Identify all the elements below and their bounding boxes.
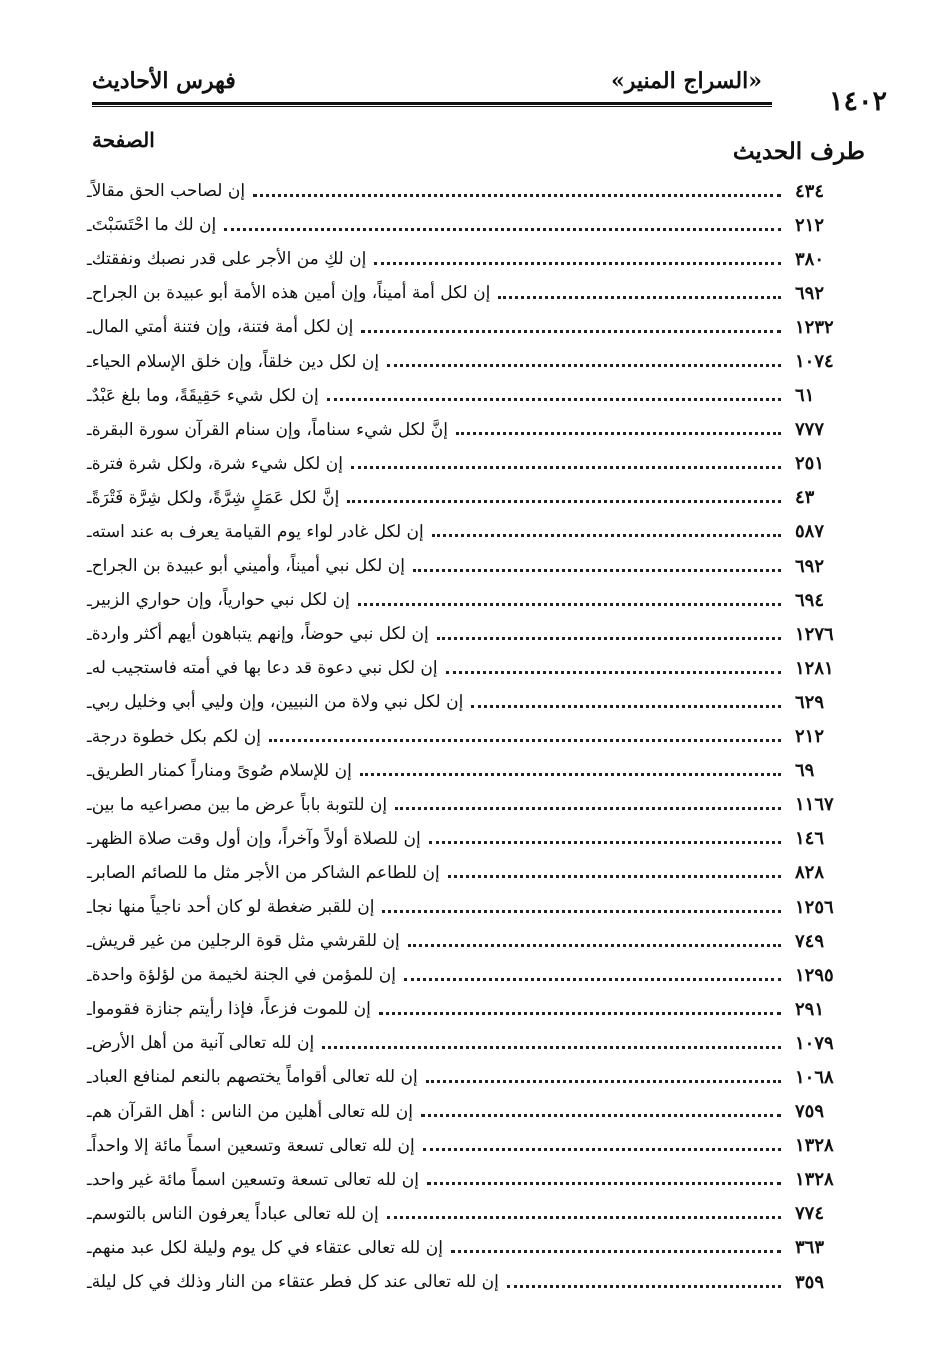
hadith-incipit: إنَّ لكل عَمَلٍ شِرَّةً، ولكل شِرَّة فَتْرَةً [91,487,340,508]
entry-dash: ـ [87,829,92,849]
dot-leader [374,262,781,265]
hadith-incipit: إن لله تعالى عباداً يعرفون الناس بالتوسم [91,1203,379,1224]
index-entry [84,685,865,719]
column-heading-page: الصفحة [92,128,155,152]
index-entry [84,413,865,447]
entry-dash: ـ [87,556,92,576]
page-reference: ٣٨٠ [795,248,825,270]
index-entry [84,924,865,958]
column-heading-hadith: طرف الحديث [732,138,865,165]
index-title: فهرس الأحاديث [92,68,236,94]
dot-leader [427,1182,781,1185]
dot-leader [423,1148,781,1151]
dot-leader [322,1046,781,1049]
entry-dash: ـ [87,386,92,406]
page-reference: ٧٧٧ [795,419,825,441]
page-reference: ١٣٢٨ [795,1135,834,1157]
page-reference: ٨٢٨ [795,862,825,884]
entry-dash: ـ [87,1136,92,1156]
dot-leader [408,944,781,947]
dot-leader [432,534,781,537]
dot-leader [448,875,781,878]
page-reference: ٤٣ [795,487,815,509]
dot-leader [387,1216,781,1219]
index-entry [84,1060,865,1094]
dot-leader [437,637,781,640]
index-entry [84,242,865,276]
dot-leader [269,739,781,742]
dot-leader [382,910,781,913]
hadith-incipit: إن لله تعالى آنية من أهل الأرض [91,1033,315,1054]
entry-dash: ـ [87,181,92,201]
dot-leader [404,978,781,981]
entry-dash: ـ [87,590,92,610]
hadith-incipit: إن لكل نبي حوضاً، وإنهم يتباهون أيهم أكثر واردة [91,624,429,645]
entry-dash: ـ [87,761,92,781]
entry-dash: ـ [87,624,92,644]
hadith-incipit: إن لكل نبي حوارياً، وإن حواري الزبير [91,590,350,611]
page-reference: ٤٣٤ [795,180,825,202]
entry-dash: ـ [87,1102,92,1122]
page-reference: ٦١ [795,385,815,407]
hadith-incipit: إن لكل نبي ولاة من النبيين، وإن وليي أبي وخليل ربي [91,692,464,713]
dot-leader [395,807,781,810]
dot-leader [361,330,781,333]
page-reference: ١٠٧٩ [795,1032,834,1054]
index-entry [84,822,865,856]
hadith-incipit: إن للصلاة أولاً وآخراً، وإن أول وقت صلاة الظهر [91,828,421,849]
index-entry [84,856,865,890]
page-reference: ١٠٧٤ [795,351,834,373]
dot-leader [471,705,781,708]
index-entry [84,310,865,344]
page-reference: ٣٦٣ [795,1237,825,1259]
hadith-incipit: إن للمؤمن في الجنة لخيمة من لؤلؤة واحدة [91,965,396,986]
index-entry [84,720,865,754]
index-entry [84,276,865,310]
index-entry [84,208,865,242]
dot-leader [498,296,781,299]
dot-leader [429,841,781,844]
page-number: ١٤٠٢ [828,86,887,117]
entry-dash: ـ [87,317,92,337]
entry-dash: ـ [87,999,92,1019]
hadith-incipit: إن للإسلام صُوىً ومناراً كمنار الطريق [91,760,352,781]
hadith-incipit: إنَّ لكل شيء سناماً، وإن سنام القرآن سورة البقرة [91,419,448,440]
dot-leader [507,1285,781,1288]
dot-leader [224,228,781,231]
hadith-incipit: إن للطاعم الشاكر من الأجر مثل ما للصائم الصابر [91,862,440,883]
index-entry [84,1163,865,1197]
entry-dash: ـ [87,1067,92,1087]
hadith-incipit: إن لله تعالى أقواماً يختصهم بالنعم لمنافع العباد [91,1067,418,1088]
index-entry [84,788,865,822]
page-reference: ١٠٦٨ [795,1066,834,1088]
entry-dash: ـ [87,454,92,474]
index-entry [84,651,865,685]
dot-leader [351,466,781,469]
page-reference: ٢١٢ [795,214,825,236]
dot-leader [379,1012,781,1015]
page-reference: ٢٥١ [795,453,825,475]
page-reference: ٢١٢ [795,726,825,748]
hadith-incipit: إن لصاحب الحق مقالاً [91,181,246,202]
hadith-index-list [84,174,865,1299]
index-entry [84,1265,865,1299]
index-entry [84,754,865,788]
entry-dash: ـ [87,1238,92,1258]
entry-dash: ـ [87,965,92,985]
index-entry [84,379,865,413]
dot-leader [327,398,781,401]
hadith-incipit: إن لكل دين خلقاً، وإن خلق الإسلام الحياء [91,351,380,372]
entry-dash: ـ [87,1170,92,1190]
hadith-incipit: إن لكل أمة أميناً، وإن أمين هذه الأمة أبو عبيدة بن الجراح [91,283,491,304]
entry-dash: ـ [87,897,92,917]
page-reference: ١٢٩٥ [795,964,834,986]
entry-dash: ـ [87,352,92,372]
hadith-incipit: إن للتوبة باباً عرض ما بين مصراعيه ما بين [91,794,388,815]
entry-dash: ـ [87,692,92,712]
index-entry [84,481,865,515]
page-reference: ٧٧٤ [795,1203,825,1225]
hadith-incipit: إن لله تعالى عند كل فطر عتقاء من النار وذلك في كل ليلة [91,1272,499,1293]
dot-leader [421,1114,781,1117]
page-reference: ١١٦٧ [795,794,834,816]
hadith-incipit: إن لكل شيء شرة، ولكل شرة فترة [91,453,343,474]
index-entry [84,1231,865,1265]
index-entry [84,992,865,1026]
hadith-incipit: إن لكل غادر لواء يوم القيامة يعرف به عند استه [91,521,424,542]
index-entry [84,890,865,924]
page-reference: ٦٩ [795,760,815,782]
index-entry [84,1095,865,1129]
book-title: «السراج المنير» [610,68,762,94]
dot-leader [426,1080,781,1083]
page-reference: ٦٩٢ [795,555,825,577]
index-entry [84,174,865,208]
page-reference: ١٢٧٦ [795,623,834,645]
index-entry [84,617,865,651]
page-reference: ٥٨٧ [795,521,825,543]
page-reference: ٦٩٢ [795,282,825,304]
entry-dash: ـ [87,931,92,951]
page-reference: ١٤٦ [795,828,825,850]
entry-dash: ـ [87,420,92,440]
page-reference: ١٢٥٦ [795,896,834,918]
entry-dash: ـ [87,1272,92,1292]
entry-dash: ـ [87,863,92,883]
running-header [92,64,887,117]
dot-leader [387,364,781,367]
dot-leader [360,773,781,776]
index-entry [84,958,865,992]
entry-dash: ـ [87,522,92,542]
index-entry [84,1197,865,1231]
dot-leader [451,1250,781,1253]
hadith-incipit: إن لله تعالى عتقاء في كل يوم وليلة لكل عبد منهم [91,1237,443,1258]
hadith-incipit: إن لكل أمة فتنة، وإن فتنة أمتي المال [91,317,354,338]
hadith-incipit: إن لكم بكل خطوة درجة [91,726,261,747]
hadith-incipit: إن لك ما احْتَسَبْتَ [91,215,217,236]
entry-dash: ـ [87,249,92,269]
page-reference: ٧٥٩ [795,1101,825,1123]
hadith-incipit: إن للموت فزعاً، فإذا رأيتم جنازة فقوموا [91,999,371,1020]
page-reference: ٣٥٩ [795,1271,825,1293]
dot-leader [253,194,781,197]
page-reference: ١٣٢٨ [795,1169,834,1191]
hadith-incipit: إن لكِ من الأجر على قدر نصبك ونفقتك [91,249,367,270]
dot-leader [347,500,781,503]
page-reference: ٢٩١ [795,998,825,1020]
entry-dash: ـ [87,215,92,235]
entry-dash: ـ [87,283,92,303]
index-entry [84,583,865,617]
dot-leader [456,432,781,435]
entry-dash: ـ [87,658,92,678]
index-entry [84,1026,865,1060]
dot-leader [446,671,781,674]
index-entry [84,515,865,549]
dot-leader [358,603,781,606]
hadith-incipit: إن لكل نبي أميناً، وأميني أبو عبيدة بن الجراح [91,556,405,577]
page-reference: ٦٩٤ [795,589,825,611]
header-rule-thick [92,102,772,105]
hadith-incipit: إن للقرشي مثل قوة الرجلين من غير قريش [91,931,400,952]
entry-dash: ـ [87,488,92,508]
entry-dash: ـ [87,727,92,747]
page-reference: ١٢٣٢ [795,316,834,338]
hadith-incipit: إن لله تعالى تسعة وتسعين اسماً مائة إلا واحداً [91,1135,415,1156]
page-reference: ٧٤٩ [795,930,825,952]
page-reference: ٦٢٩ [795,691,825,713]
hadith-incipit: إن لله تعالى تسعة وتسعين اسماً مائة غير واحد [91,1169,419,1190]
index-entry [84,344,865,378]
header-rule-thin [92,106,772,107]
entry-dash: ـ [87,1033,92,1053]
hadith-incipit: إن للقبر ضغطة لو كان أحد ناجياً منها نجا [91,897,375,918]
dot-leader [413,569,781,572]
hadith-incipit: إن لكل نبي دعوة قد دعا بها في أمته فاستجيب له [91,658,438,679]
page-reference: ١٢٨١ [795,657,834,679]
hadith-incipit: إن لله تعالى أهلين من الناس : أهل القرآن هم [91,1101,413,1122]
entry-dash: ـ [87,1204,92,1224]
entry-dash: ـ [87,795,92,815]
hadith-incipit: إن لكل شيء حَقِيقَةً، وما بلغ عَبْدٌ [91,385,319,406]
index-entry [84,1129,865,1163]
index-entry [84,549,865,583]
index-entry [84,447,865,481]
